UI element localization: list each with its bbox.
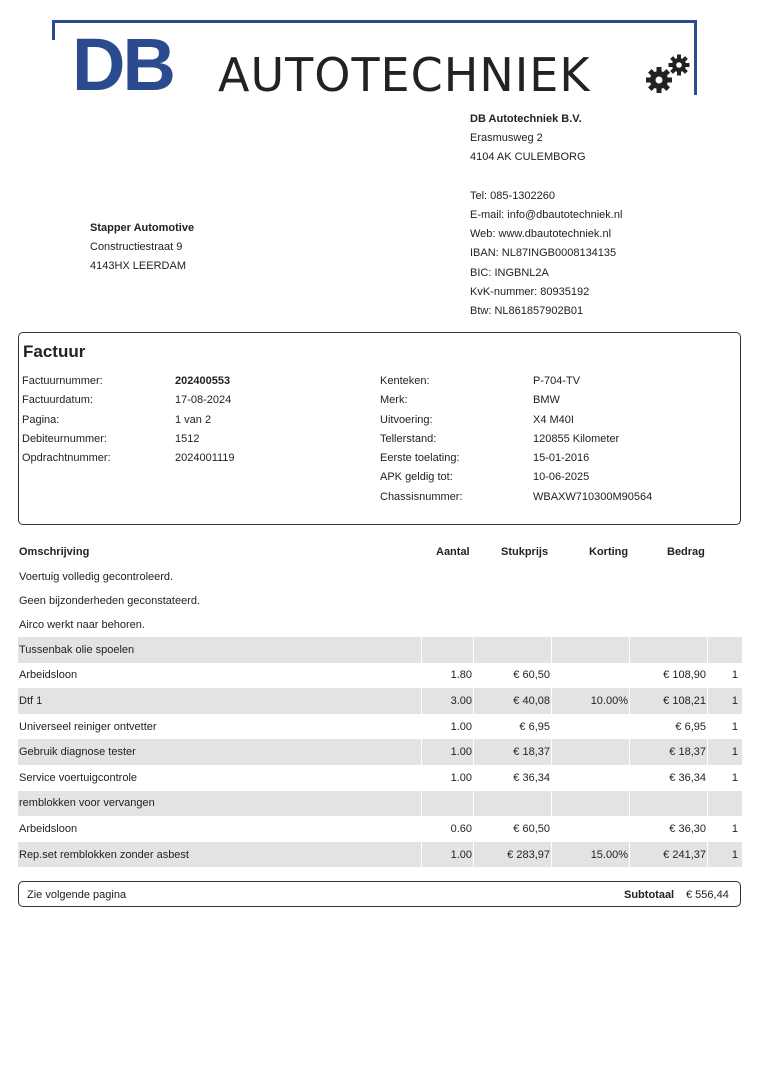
company-street: Erasmusweg 2 (470, 132, 543, 145)
meta-label: Opdrachtnummer: (22, 452, 111, 465)
meta-label: Chassisnummer: (380, 490, 463, 503)
item-unit-price (474, 589, 550, 613)
item-amount: € 18,37 (669, 746, 706, 759)
header-discount: Korting (589, 546, 629, 558)
meta-label: Factuurdatum: (22, 394, 93, 407)
page-indicator: 1 van 2 (175, 413, 212, 426)
line-items (18, 565, 742, 867)
item-amount: € 108,90 (663, 669, 706, 682)
table-row (18, 765, 742, 791)
vehicle-brand: BMW (533, 394, 560, 407)
item-quantity: 1.00 (450, 720, 472, 733)
item-unit-price: € 60,50 (513, 822, 550, 835)
table-row (18, 663, 742, 689)
invoice-meta-left (22, 372, 235, 468)
subtotal-value: € 556,44 (686, 889, 729, 901)
item-quantity: 1.00 (450, 771, 472, 784)
invoice-date: 17-08-2024 (175, 394, 232, 407)
invoice-number: 202400553 (175, 375, 231, 387)
table-row (18, 714, 742, 740)
odometer: 120855 Kilometer (533, 432, 620, 445)
item-vat-code: 1 (731, 720, 738, 733)
logo-initials: DB (72, 23, 173, 106)
item-quantity: 1.00 (450, 746, 472, 759)
table-row (18, 842, 742, 868)
item-quantity (422, 637, 472, 663)
meta-label: Uitvoering: (380, 413, 433, 426)
item-unit-price: € 283,97 (507, 848, 550, 861)
order-number: 2024001119 (175, 452, 235, 465)
item-amount (630, 637, 706, 663)
table-row (18, 565, 742, 589)
next-page-note: Zie volgende pagina (27, 889, 127, 901)
table-row (18, 589, 742, 613)
table-row (18, 739, 742, 765)
item-discount (552, 765, 628, 791)
first-registration: 15-01-2016 (533, 452, 590, 465)
item-unit-price (474, 613, 550, 637)
item-amount (630, 565, 706, 589)
item-unit-price: € 40,08 (513, 694, 550, 707)
item-discount: 10.00% (590, 694, 628, 707)
item-description: remblokken voor vervangen (19, 797, 155, 810)
company-kvk: KvK-nummer: 80935192 (470, 285, 590, 298)
item-amount: € 108,21 (663, 694, 706, 707)
item-discount (552, 816, 628, 842)
debtor-number: 1512 (175, 432, 200, 445)
item-discount (552, 739, 628, 765)
meta-label: Eerste toelating: (380, 452, 460, 465)
company-btw: Btw: NL861857902B01 (470, 305, 584, 318)
item-description: Geen bijzonderheden geconstateerd. (19, 595, 201, 607)
company-name: DB Autotechniek B.V. (470, 113, 582, 125)
header-unit-price: Stukprijs (501, 546, 549, 558)
item-unit-price: € 36,34 (513, 771, 550, 784)
item-vat-code (710, 565, 738, 589)
customer-address (90, 219, 194, 277)
item-amount (630, 613, 706, 637)
item-description: Service voertuigcontrole (19, 771, 138, 784)
company-iban: IBAN: NL87INGB0008134135 (470, 247, 617, 260)
chassis-number: WBAXW710300M90564 (533, 490, 653, 503)
item-amount: € 36,30 (669, 822, 706, 835)
item-discount (552, 565, 628, 589)
item-discount (552, 791, 628, 817)
meta-label: Pagina: (22, 413, 60, 426)
item-quantity (422, 613, 472, 637)
item-vat-code (710, 791, 738, 817)
meta-label: Debiteurnummer: (22, 432, 107, 445)
table-row (18, 688, 742, 714)
item-amount (630, 791, 706, 817)
item-discount (552, 663, 628, 689)
item-quantity (422, 589, 472, 613)
item-description: Gebruik diagnose tester (19, 746, 136, 759)
header-amount: Bedrag (667, 546, 705, 558)
table-row (18, 791, 742, 817)
item-quantity (422, 791, 472, 817)
vehicle-model: X4 M40I (533, 413, 574, 426)
meta-label: Merk: (380, 394, 408, 407)
gears-icon (643, 52, 693, 96)
item-vat-code: 1 (731, 694, 738, 707)
item-description: Arbeidsloon (19, 669, 78, 682)
item-vat-code: 1 (731, 746, 738, 759)
customer-city: 4143HX LEERDAM (90, 260, 186, 273)
apk-valid-until: 10-06-2025 (533, 471, 590, 484)
company-bic: BIC: INGBNL2A (470, 266, 549, 279)
item-vat-code: 1 (731, 669, 738, 682)
item-quantity (422, 565, 472, 589)
item-description: Voertuig volledig gecontroleerd. (19, 571, 174, 583)
item-description: Tussenbak olie spoelen (19, 643, 135, 656)
item-vat-code: 1 (731, 822, 738, 835)
item-amount: € 36,34 (669, 771, 706, 784)
item-quantity: 3.00 (450, 694, 472, 707)
item-discount (552, 613, 628, 637)
item-amount: € 6,95 (675, 720, 706, 733)
item-description: Universeel reiniger ontvetter (19, 720, 157, 733)
item-vat-code (710, 613, 738, 637)
item-amount: € 241,37 (663, 848, 706, 861)
item-unit-price: € 60,50 (513, 669, 550, 682)
table-row (18, 816, 742, 842)
item-description: Arbeidsloon (19, 822, 78, 835)
item-unit-price (474, 791, 550, 817)
item-vat-code (710, 589, 738, 613)
company-web: Web: www.dbautotechniek.nl (470, 228, 612, 241)
item-unit-price (474, 637, 550, 663)
customer-name: Stapper Automotive (90, 222, 195, 234)
company-info (470, 110, 622, 321)
meta-label: Factuurnummer: (22, 375, 103, 387)
meta-label: APK geldig tot: (380, 471, 453, 484)
item-amount (630, 589, 706, 613)
header-quantity: Aantal (436, 546, 470, 558)
item-description: Rep.set remblokken zonder asbest (19, 848, 189, 861)
meta-label: Tellerstand: (380, 432, 437, 445)
table-row (18, 613, 742, 637)
subtotal-label: Subtotaal (624, 889, 675, 901)
invoice-meta-right (380, 372, 652, 507)
item-description: Dtf 1 (19, 694, 43, 707)
header-description: Omschrijving (19, 546, 90, 558)
item-vat-code (710, 637, 738, 663)
item-vat-code: 1 (731, 771, 738, 784)
item-quantity: 1.80 (450, 669, 472, 682)
meta-label: Kenteken: (380, 375, 430, 387)
item-unit-price: € 6,95 (519, 720, 550, 733)
item-discount (552, 714, 628, 740)
item-quantity: 1.00 (450, 848, 472, 861)
item-discount (552, 589, 628, 613)
item-discount: 15.00% (590, 848, 628, 861)
item-description: Airco werkt naar behoren. (19, 619, 145, 631)
company-tel: Tel: 085-1302260 (470, 189, 556, 202)
invoice-title: Factuur (23, 342, 86, 361)
logo-name: AUTOTECHNIEK (218, 48, 591, 102)
item-unit-price (474, 565, 550, 589)
item-quantity: 0.60 (450, 822, 472, 835)
item-discount (552, 637, 628, 663)
customer-street: Constructiestraat 9 (90, 241, 183, 254)
item-vat-code: 1 (731, 848, 738, 861)
company-email: E-mail: info@dbautotechniek.nl (470, 209, 623, 222)
company-city: 4104 AK CULEMBORG (470, 151, 586, 164)
license-plate: P-704-TV (533, 375, 581, 387)
item-unit-price: € 18,37 (513, 746, 550, 759)
table-row (18, 637, 742, 663)
